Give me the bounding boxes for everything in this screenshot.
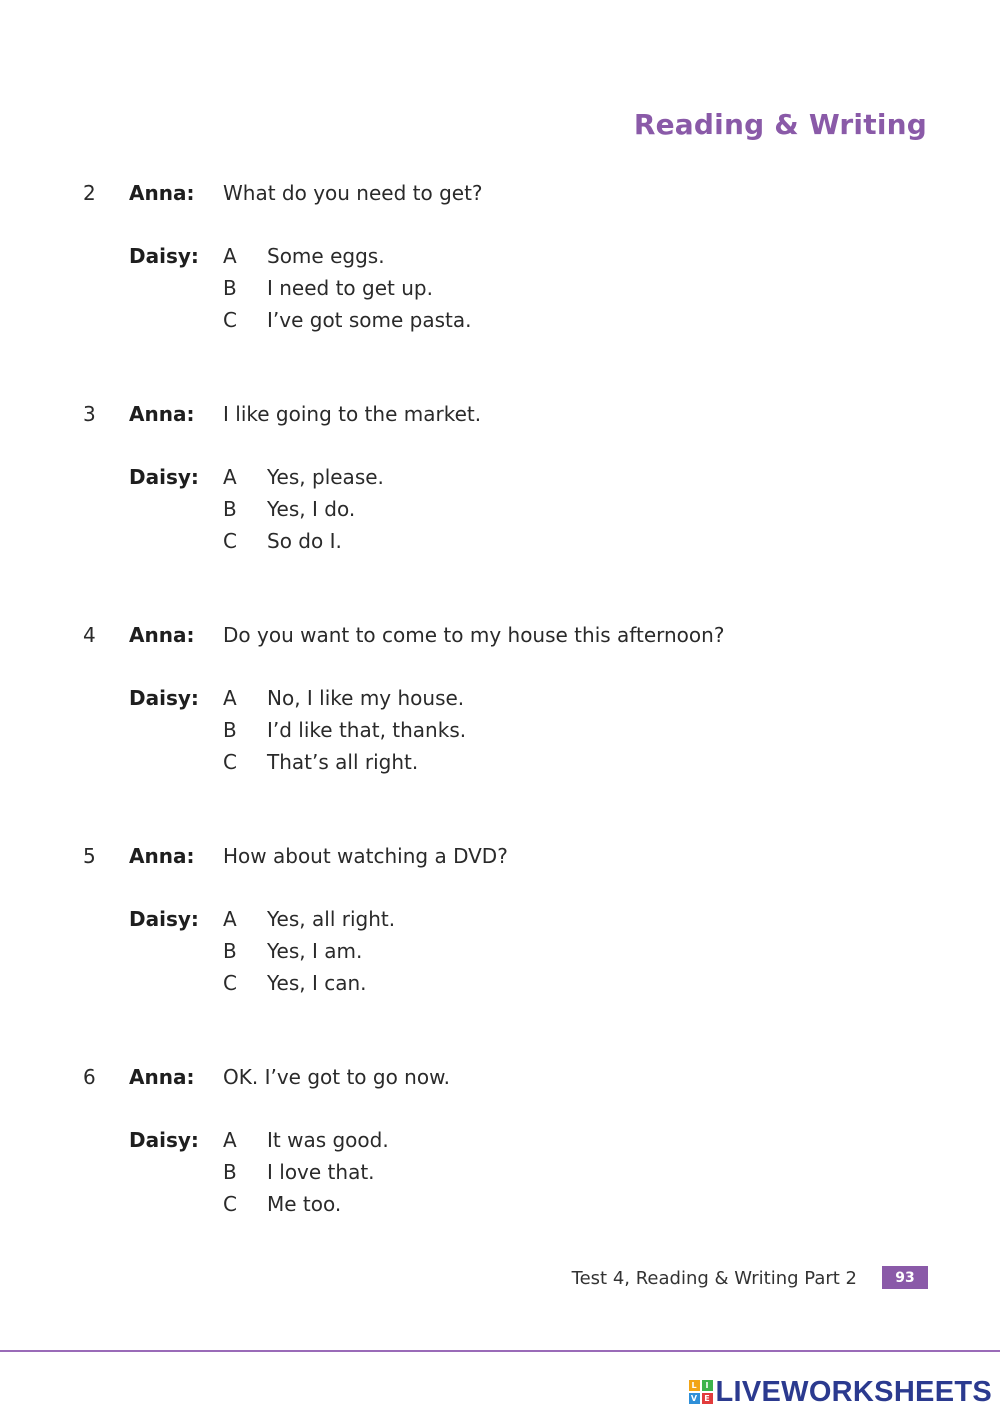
section-title: Reading & Writing — [633, 108, 927, 141]
option-letter-a[interactable]: A — [223, 244, 237, 268]
option-text-b[interactable]: I’d like that, thanks. — [267, 718, 467, 742]
option-letter-a[interactable]: A — [223, 686, 237, 710]
speaker-anna: Anna: — [129, 844, 195, 868]
option-letter-b[interactable]: B — [223, 939, 237, 963]
option-letter-a[interactable]: A — [223, 465, 237, 489]
option-text-b[interactable]: Yes, I am. — [267, 939, 363, 963]
option-text-b[interactable]: I need to get up. — [267, 276, 433, 300]
logo-letter: E — [702, 1393, 713, 1404]
speaker-anna: Anna: — [129, 1065, 195, 1089]
question-prompt: How about watching a DVD? — [223, 844, 508, 868]
option-text-a[interactable]: Some eggs. — [267, 244, 385, 268]
option-letter-b[interactable]: B — [223, 497, 237, 521]
logo-letter: I — [702, 1380, 713, 1391]
option-text-c[interactable]: Me too. — [267, 1192, 342, 1216]
option-text-a[interactable]: It was good. — [267, 1128, 389, 1152]
option-letter-c[interactable]: C — [223, 971, 237, 995]
speaker-anna: Anna: — [129, 181, 195, 205]
option-letter-b[interactable]: B — [223, 718, 237, 742]
option-text-a[interactable]: Yes, all right. — [267, 907, 396, 931]
question-prompt: OK. I’ve got to go now. — [223, 1065, 450, 1089]
option-letter-b[interactable]: B — [223, 276, 237, 300]
option-text-b[interactable]: I love that. — [267, 1160, 375, 1184]
option-text-c[interactable]: I’ve got some pasta. — [267, 308, 472, 332]
footer-divider — [0, 1350, 1000, 1352]
option-text-c[interactable]: So do I. — [267, 529, 342, 553]
page-number-badge: 93 — [882, 1266, 928, 1289]
speaker-anna: Anna: — [129, 402, 195, 426]
option-letter-a[interactable]: A — [223, 907, 237, 931]
speaker-daisy: Daisy: — [129, 907, 199, 931]
option-text-c[interactable]: Yes, I can. — [267, 971, 367, 995]
logo-letter: V — [689, 1393, 700, 1404]
option-letter-c[interactable]: C — [223, 529, 237, 553]
brand-watermark — [688, 1377, 993, 1407]
option-text-a[interactable]: No, I like my house. — [267, 686, 465, 710]
question-number: 3 — [83, 402, 96, 426]
speaker-daisy: Daisy: — [129, 244, 199, 268]
question-number: 6 — [83, 1065, 96, 1089]
logo-letter: L — [689, 1380, 700, 1391]
option-letter-c[interactable]: C — [223, 308, 237, 332]
footer-text: Test 4, Reading & Writing Part 2 — [571, 1268, 857, 1289]
question-number: 5 — [83, 844, 96, 868]
speaker-daisy: Daisy: — [129, 465, 199, 489]
question-number: 2 — [83, 181, 96, 205]
liveworksheets-logo-icon — [688, 1379, 714, 1405]
question-number: 4 — [83, 623, 96, 647]
option-letter-b[interactable]: B — [223, 1160, 237, 1184]
option-text-c[interactable]: That’s all right. — [267, 750, 419, 774]
option-letter-c[interactable]: C — [223, 1192, 237, 1216]
question-prompt: What do you need to get? — [223, 181, 483, 205]
brand-name: LIVEWORKSHEETS — [715, 1375, 992, 1408]
option-letter-c[interactable]: C — [223, 750, 237, 774]
option-text-b[interactable]: Yes, I do. — [267, 497, 356, 521]
speaker-daisy: Daisy: — [129, 686, 199, 710]
option-text-a[interactable]: Yes, please. — [267, 465, 384, 489]
question-prompt: I like going to the market. — [223, 402, 482, 426]
option-letter-a[interactable]: A — [223, 1128, 237, 1152]
question-prompt: Do you want to come to my house this afternoon? — [223, 623, 725, 647]
speaker-anna: Anna: — [129, 623, 195, 647]
speaker-daisy: Daisy: — [129, 1128, 199, 1152]
